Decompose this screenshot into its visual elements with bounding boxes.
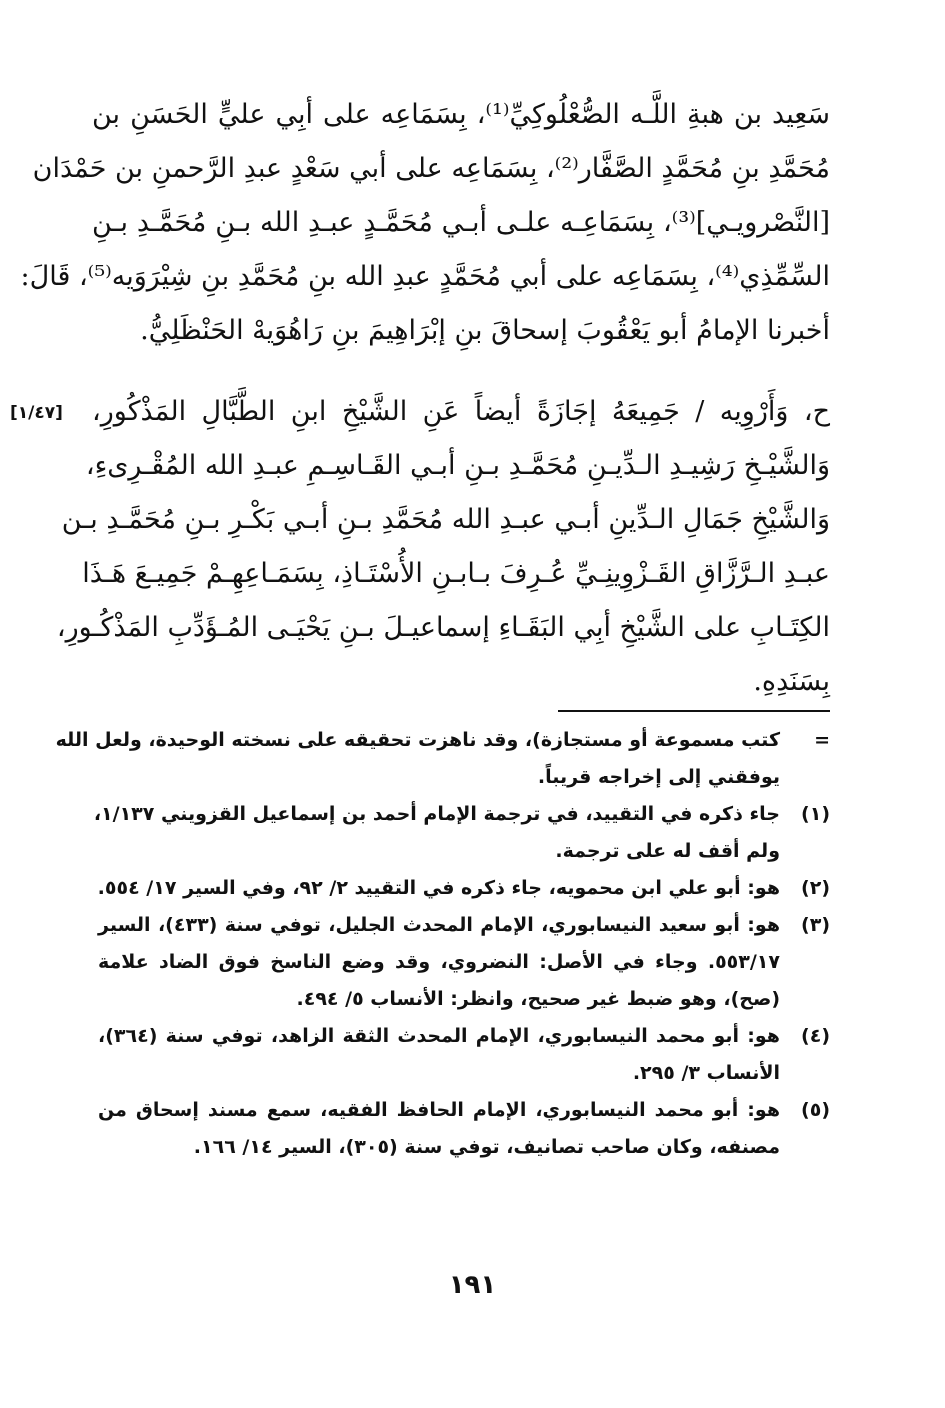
footnote-line: ولم أقف له على ترجمة. bbox=[555, 840, 780, 862]
footnote-line: كتب مسموعة أو مستجازة)، وقد ناهزت تحقيقه على نسخته الوحيدة، ولعل الله bbox=[55, 729, 780, 751]
margin-folio-note: [١/٤٧] bbox=[10, 403, 63, 423]
page-number: ١٩١ bbox=[448, 1270, 497, 1300]
footnote-line: هو: أبو محمد النيسابوري، الإمام الحافظ الفقيه، سمع مسند إسحاق من bbox=[98, 1099, 780, 1121]
text-line: [النَّصْرويـي]⁽³⁾، بِسَمَاعِـه علـى أبـي مُحَمَّـدٍ عبـدِ الله بـنِ مُحَمَّـدِ بـنِ bbox=[92, 207, 830, 238]
footnote-line: جاء ذكره في التقييد، في ترجمة الإمام أحمد بن إسماعيل القزويني ١/١٣٧، bbox=[93, 803, 780, 825]
text-line: عبـدِ الـرَّزَّاقِ القَـزْوِينِـيِّ عُـرِفَ بـابـنِ الأُسْتَـاذِ، بِسَمَـاعِهِـمْ جَمِيـعَ هَـذَا bbox=[82, 558, 830, 589]
main-paragraph-1 bbox=[20, 88, 830, 358]
footnote-line: مصنفه، وكان صاحب تصانيف، توفي سنة (٣٠٥)، السير ١٤/ ١٦٦. bbox=[193, 1136, 780, 1158]
text-line: وَالشَّيْخِ جَمَالِ الـدِّينِ أبـي عبـدِ الله مُحَمَّدِ بـنِ أبـي بَكْـرِ بـنِ مُحَمَّـدِ بـن bbox=[61, 504, 830, 535]
footnote-1 bbox=[93, 796, 830, 870]
footnote-line: ٥٥٣/١٧. وجاء في الأصل: النضروي، وقد وضع الناسخ فوق الضاد علامة bbox=[98, 951, 780, 973]
text-line: أخبرنا الإمامُ أبو يَعْقُوبَ إسحاقَ بنِ إبْرَاهِيمَ بنِ رَاهُوَيهْ الحَنْظَلِيُّ. bbox=[140, 315, 830, 346]
footnote-number: (٥) bbox=[801, 1099, 830, 1121]
footnote-separator bbox=[558, 710, 830, 712]
footnote-4 bbox=[98, 1018, 830, 1092]
footnote-line: (صح)، وهو ضبط غير صحيح، وانظر: الأنساب ٥/ ٤٩٤. bbox=[296, 988, 780, 1010]
text-line: السِّمِّذِي⁽⁴⁾، بِسَمَاعِه على أبي مُحَمَّدٍ عبدِ الله بنِ مُحَمَّدِ بنِ شِيْرَوَيه⁽⁵⁾، قَالَ: bbox=[20, 261, 830, 292]
footnote-line: يوفقني إلى إخراجه قريباً. bbox=[537, 766, 780, 788]
text-line: بِسَنَدِهِ. bbox=[753, 666, 830, 697]
footnote-5 bbox=[98, 1092, 830, 1166]
footnote-line: هو: أبو محمد النيسابوري، الإمام المحدث الثقة الزاهد، توفي سنة (٣٦٤)، bbox=[98, 1025, 780, 1047]
footnote-number: (٤) bbox=[801, 1025, 830, 1047]
text-line: مُحَمَّدِ بنِ مُحَمَّدٍ الصَّفَّار⁽²⁾، بِسَمَاعِه على أبي سَعْدٍ عبدِ الرَّحمنِ بن حَمْدَان bbox=[32, 153, 830, 184]
footnote-3 bbox=[98, 907, 830, 1018]
text-line: الكِتَـابِ على الشَّيْخِ أبِي البَقَـاءِ إسماعيـلَ بـنِ يَحْيَـى المُـؤَدِّبِ المَذْكُـورِ، bbox=[56, 612, 830, 643]
footnote-line: الأنساب ٣/ ٢٩٥. bbox=[632, 1062, 780, 1084]
footnote-number: (١) bbox=[801, 803, 830, 825]
main-paragraph-2 bbox=[56, 385, 830, 709]
footnote-continuation bbox=[55, 722, 830, 796]
text-line: وَالشَّيْـخِ رَشِيـدِ الـدِّيـنِ مُحَمَّـدِ بـنِ أبـي القَـاسِـمِ عبـدِ الله المُقْـرِىءِ، bbox=[85, 450, 830, 481]
text-line: ح، وَأَرْوِيه / جَمِيعَهُ إجَازَةً أيضاً عَنِ الشَّيْخِ ابنِ الطَّبَّالِ المَذْكُورِ، bbox=[92, 396, 830, 427]
text-line: سَعِيد بن هبةِ اللَّـه الصُّعْلُوكِيِّ⁽¹⁾، بِسَمَاعِه على أبِي عليٍّ الحَسَنِ بن bbox=[92, 99, 830, 130]
footnotes bbox=[55, 722, 830, 1166]
footnote-number: = bbox=[814, 729, 830, 751]
footnote-line: هو: أبو علي ابن محمويه، جاء ذكره في التقييد ٢/ ٩٢، وفي السير ١٧/ ٥٥٤. bbox=[97, 877, 780, 899]
footnote-line: هو: أبو سعيد النيسابوري، الإمام المحدث الجليل، توفي سنة (٤٣٣)، السير bbox=[98, 914, 780, 936]
footnote-2 bbox=[98, 870, 830, 907]
footnote-number: (٣) bbox=[801, 914, 830, 936]
footnote-number: (٢) bbox=[801, 877, 830, 899]
